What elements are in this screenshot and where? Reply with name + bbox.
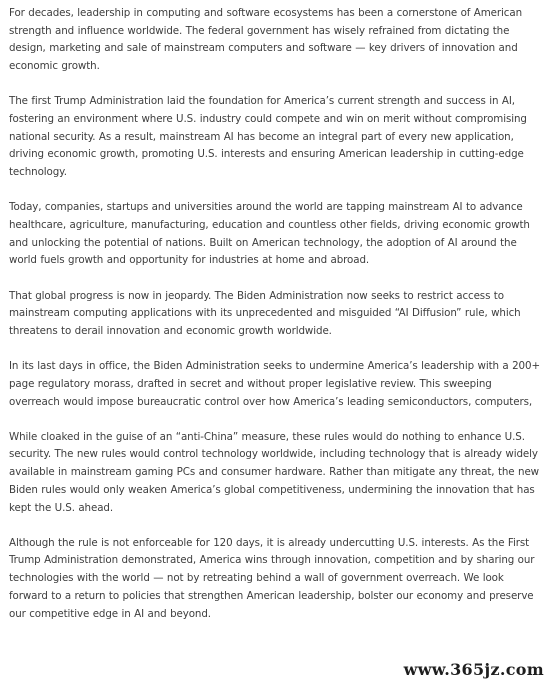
paragraph-computing-leadership: For decades, leadership in computing and software ecosystems has been a cornerstone of American strength and influence worldwide. The federal government has wisely refrained from dictating the design, marketing and sale of mainstream computers and software — key drivers of innovation and economic growth. [9, 7, 523, 73]
site-watermark: www.365jz.com [403, 660, 544, 679]
paragraph-regulatory-overreach: In its last days in office, the Biden Administration seeks to undermine America’s leadership with a 200+ page regulatory morass, drafted in secret and without proper legislative review. This sweeping overreach would impose bureaucratic control over how America’s leading semiconductors, computers, [9, 360, 540, 408]
paragraph-ai-diffusion-rule: That global progress is now in jeopardy. The Biden Administration now seeks to restrict access to mainstream computing applications with its unprecedented and misguided “AI Diffusion” rule, which threatens to derail innovation and economic growth worldwide. [9, 289, 521, 338]
paragraph-global-ai-adoption: Today, companies, startups and universities around the world are tapping mainstream AI to advance healthcare, agriculture, manufacturing, education and countless other fields, driving economic growth and unlocking the potential of nations. Built on American technology, the adoption of AI around the world fuels growth and opportunity for industries at home and abroad. [9, 201, 530, 267]
paragraph-closing-statement: Although the rule is not enforceable for 120 days, it is already undercutting U.S. interests. As the First Trump Administration demonstrated, America wins through innovation, competition and by sharing our technologies with the world — not by retreating behind a wall of government overreach. We look forward to a return to policies that strengthen American leadership, bolster our economy and preserve our competitive edge in AI and beyond. [9, 536, 535, 620]
article-body [9, 5, 541, 641]
paragraph-anti-china-measure: While cloaked in the guise of an “anti-China” measure, these rules would do nothing to enhance U.S. security. The new rules would control technology worldwide, including technology that is already widely available in mainstream gaming PCs and consumer hardware. Rather than mitigate any threat, the new Biden rules would only weaken America’s global competitiveness, undermining the innovation that has kept the U.S. ahead. [9, 430, 539, 514]
paragraph-trump-administration-ai: The first Trump Administration laid the foundation for America’s current strength and success in AI, fostering an environment where U.S. industry could compete and win on merit without compromising national security. As a result, mainstream AI has become an integral part of every new application, driving economic growth, promoting U.S. interests and ensuring American leadership in cutting-edge technology. [9, 95, 527, 179]
